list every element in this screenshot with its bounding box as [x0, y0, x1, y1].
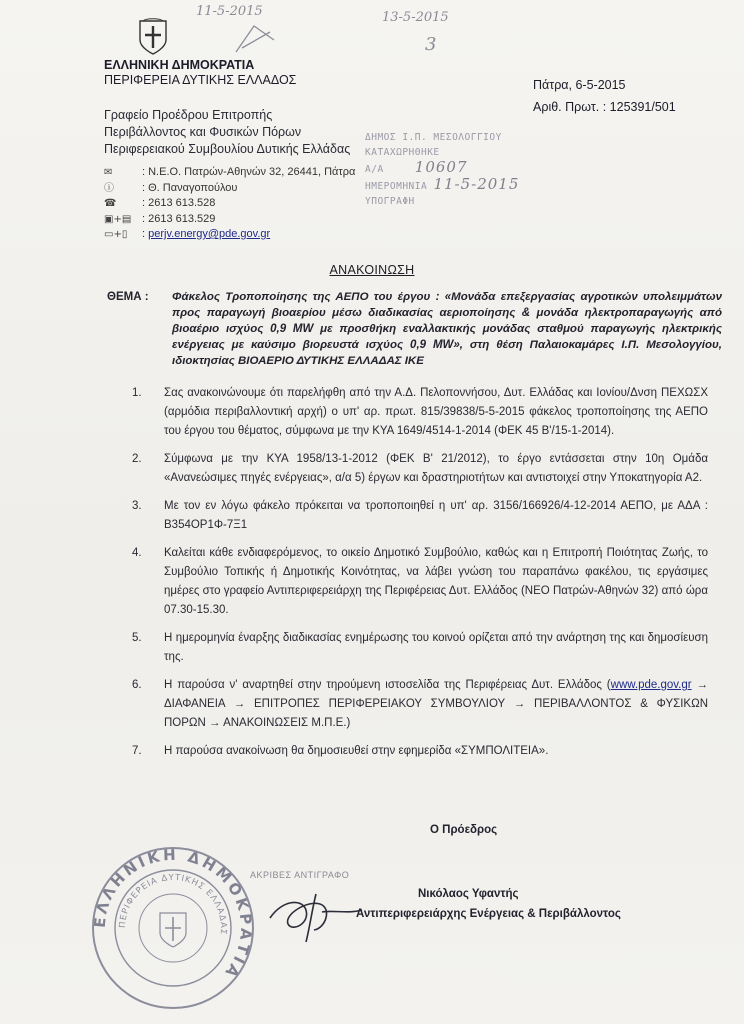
- header-region: ΠΕΡΙΦΕΡΕΙΑ ΔΥΤΙΚΗΣ ΕΛΛΑΔΟΣ: [104, 73, 297, 87]
- registry-stamp-line2: ΚΑΤΑΧΩΡΗΘΗΚΕ: [365, 147, 440, 158]
- closing-position: Αντιπεριφερειάρχης Ενέργειας & Περιβάλλοντος: [356, 908, 621, 920]
- subject-label: ΘΕΜΑ :: [107, 291, 149, 303]
- list-item: 6. Η παρούσα ν' αναρτηθεί στην τηρούμενη ιστοσελίδα της Περιφέρειας Δυτ. Ελλάδος (www.pde.gov.gr → ΔΙΑΦΑΝΕΙΑ → ΕΠΙΤΡΟΠΕΣ ΠΕΡΙΦΕΡΕΙΑΚΟΥ ΣΥΜΒΟΥΛΙΟΥ → ΠΕΡΙΒΑΛΛΟΝΤΟΣ & ΦΥΣΙΚΩΝ ΠΟΡΩΝ → ΑΝΑΚΟΙΝΩΣΕΙΣ Μ.Π.Ε.): [132, 679, 708, 729]
- handwritten-number: 3: [425, 34, 437, 55]
- registry-stamp-date: ΗΜΕΡΟΜΗΝΙΑ 11-5-2015: [365, 175, 520, 193]
- envelope-icon: ✉: [104, 167, 113, 178]
- list-item: 4. Καλείται κάθε ενδιαφερόμενος, το οικείο Δημοτικό Συμβούλιο, καθώς και η Επιτροπή Ποιότητας Ζωής, το Συμβούλιο Τοπικής ή Δημοτικής Κοινότητας, να λάβει γνώση του παραπάνω φακέλου, τις εργάσιμες ημέρες στο γραφείο Αντιπεριφερειάρχη της Περιφέρειας Δυτ. Ελλάδος (ΝΕΟ Πατρών-Αθηνών 32) από ώρα 07.30-15.30.: [132, 547, 708, 616]
- website-link[interactable]: www.pde.gov.gr: [610, 679, 692, 691]
- greek-coat-of-arms-icon: [136, 18, 170, 56]
- handwritten-signature-icon: [262, 880, 372, 950]
- registry-stamp-line1: ΔΗΜΟΣ Ι.Π. ΜΕΣΟΛΟΓΓΙΟΥ: [365, 132, 502, 143]
- handwritten-date-1: 11-5-2015: [196, 4, 263, 19]
- registry-stamp-sign: ΥΠΟΓΡΑΦΗ: [365, 196, 415, 207]
- closing-name: Νικόλαος Υφαντής: [418, 888, 519, 900]
- contact-fax: ▣+▤ : 2613 613.529: [104, 212, 355, 228]
- contact-block: [104, 165, 355, 243]
- computer-icon: ▭+▯: [104, 229, 128, 240]
- place-date: Πάτρα, 6-5-2015: [533, 78, 626, 92]
- subject-text: Φάκελος Τροποποίησης της ΑΕΠΟ του έργου : «Μονάδα επεξεργασίας αγροτικών υπολειμμάτων προς παραγωγή βιοαερίου μέσω διαδικασίας αεριοποίησης & μονάδα ηλεκτροπαραγωγής από βιοαέριο ισχύος 0,9 MW με προσθήκη εναλλακτικής μονάδας σταθμού παραγωγής ηλεκτρικής ενέργειας με καύσιμο βιορευστά ισχύος 0,9 MW», στη θέση Παλαιοκαμάρες Ι.Π. Μεσολογγίου, ιδιοκτησίας ΒΙΟΑΕΡΙΟ ΔΥΤΙΚΗΣ ΕΛΛΑΔΑΣ ΙΚΕ: [172, 291, 722, 367]
- list-item: 3. Με τον εν λόγω φάκελο πρόκειται να τροποποιηθεί η υπ' αρ. 3156/166926/4-12-2014 ΑΕΠΟ, με ΑΔΑ : Β354ΟΡ1Φ-7Ξ1: [132, 500, 708, 531]
- contact-email: ▭+▯ : perjv.energy@pde.gov.gr: [104, 227, 355, 243]
- contact-address: ✉ : Ν.Ε.Ο. Πατρών-Αθηνών 32, 26441, Πάτρα: [104, 165, 355, 181]
- handwritten-scribble: [232, 22, 278, 58]
- contact-phone: ☎ : 2613 613.528: [104, 196, 355, 212]
- office-line-2: Περιβάλλοντος και Φυσικών Πόρων: [104, 125, 302, 139]
- protocol-number: Αριθ. Πρωτ. : 125391/501: [533, 100, 676, 114]
- header-country: ΕΛΛΗΝΙΚΗ ΔΗΜΟΚΡΑΤΙΑ: [104, 58, 255, 72]
- svg-text:ΠΕΡΙΦΕΡΕΙΑ ΔΥΤΙΚΗΣ ΕΛΛΑΔΑΣ: ΠΕΡΙΦΕΡΕΙΑ ΔΥΤΙΚΗΣ ΕΛΛΑΔΑΣ: [117, 872, 229, 936]
- subject-block: [107, 289, 722, 369]
- registry-stamp: [365, 130, 565, 210]
- true-copy-stamp: ΑΚΡΙΒΕΣ ΑΝΤΙΓΡΑΦΟ: [250, 870, 350, 880]
- fax-icon: ▣+▤: [104, 213, 132, 225]
- phone-icon: ☎: [104, 198, 117, 209]
- list-item: 2. Σύμφωνα με την ΚΥΑ 1958/13-1-2012 (ΦΕΚ Β' 21/2012), το έργο εντάσσεται στην 10η Ομάδα «Ανανεώσιμες πηγές ενέργειας», α/α 5) έργων και δραστηριοτήτων και αντιστοιχεί στην Υποκατηγορία Α2.: [132, 453, 708, 484]
- handwritten-date-2: 13-5-2015: [382, 10, 449, 25]
- office-line-1: Γραφείο Προέδρου Επιτροπής: [104, 108, 273, 122]
- office-line-3: Περιφερειακού Συμβουλίου Δυτικής Ελλάδας: [104, 142, 351, 156]
- official-seal-icon: [88, 843, 258, 1013]
- info-icon: ⓘ: [104, 182, 114, 194]
- contact-info: ⓘ : Θ. Παναγοπούλου: [104, 181, 355, 197]
- list-item: 7. Η παρούσα ανακοίνωση θα δημοσιευθεί στην εφημερίδα «ΣΥΜΠΟΛΙΤΕΙΑ».: [132, 745, 549, 757]
- document-title: ΑΝΑΚΟΙΝΩΣΗ: [329, 263, 415, 277]
- email-link[interactable]: perjv.energy@pde.gov.gr: [148, 228, 271, 240]
- closing-role: Ο Πρόεδρος: [430, 824, 498, 836]
- registry-stamp-aa: Α/Α 10607: [365, 158, 468, 176]
- svg-text:ΕΛΛΗΝΙΚΗ ΔΗΜΟΚΡΑΤΙΑ: ΕΛΛΗΝΙΚΗ ΔΗΜΟΚΡΑΤΙΑ: [90, 845, 256, 983]
- announcement-items: [118, 384, 708, 770]
- list-item: 1. Σας ανακοινώνουμε ότι παρελήφθη από την Α.Δ. Πελοποννήσου, Δυτ. Ελλάδας και Ιονίου/Δνση ΠΕΧΩΣΧ (αρμόδια περιβαλλοντική αρχή) ο υπ' αρ. πρωτ. 815/39838/5-5-2015 φάκελος τροποποίησης της ΑΕΠΟ του έργου του θέματος, σύμφωνα με την ΚΥΑ 1649/4514-1-2014 (ΦΕΚ 45 Β'/15-1-2014).: [132, 387, 708, 437]
- list-item: 5. Η ημερομηνία έναρξης διαδικασίας ενημέρωσης του κοινού ορίζεται από την ανάρτηση της και δημοσίευση της.: [132, 632, 708, 663]
